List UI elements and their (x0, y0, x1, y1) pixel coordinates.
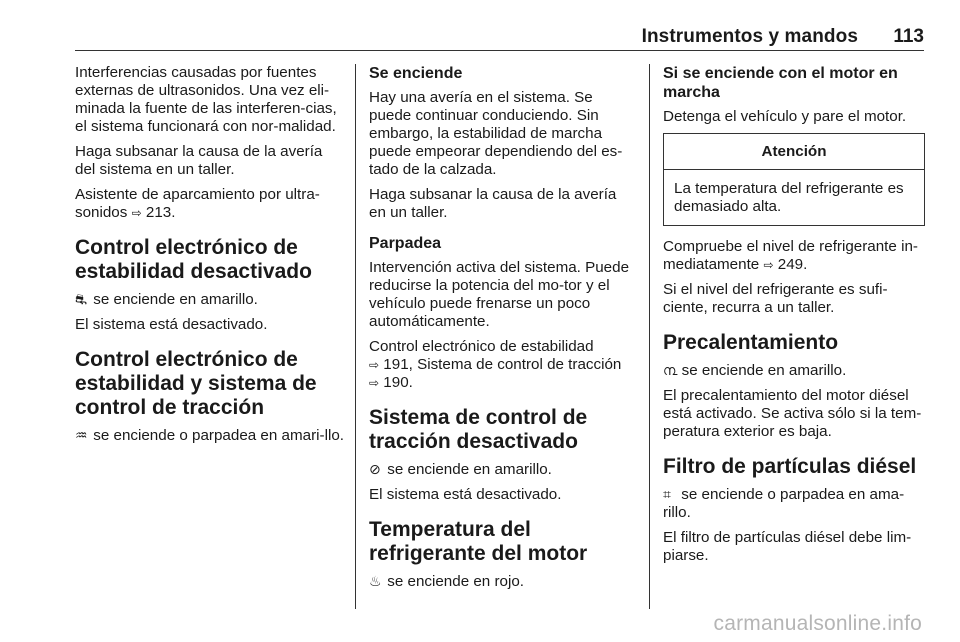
esc-off-warning-icon: ⛐ (75, 291, 88, 307)
glow-plug-icon: ൩ (663, 362, 678, 378)
page-title: Instrumentos y mandos (641, 26, 858, 47)
section-heading-esc-off: Control electrónico de estabilidad desactivado (75, 236, 312, 283)
indicator-text: se enciende en amarillo. (93, 291, 258, 308)
page-reference[interactable]: 249. (777, 256, 808, 273)
coolant-temperature-icon: ♨ (369, 573, 382, 589)
indicator-text: se enciende en amarillo. (681, 362, 847, 379)
section-heading-dpf: Filtro de partículas diésel (663, 455, 917, 478)
page-number: 113 (893, 26, 924, 47)
subheading-parpadea: Parpadea (369, 235, 442, 252)
diesel-particulate-filter-icon: ⌗ (663, 486, 671, 502)
indicator-line (369, 460, 635, 479)
paragraph: Si el nivel del refrigerante es sufi-ciente, recurra a un taller. (663, 281, 888, 316)
arrow-ref-icon: ⇨ (131, 206, 142, 220)
column-divider (649, 64, 650, 609)
paragraph-text: Compruebe el nivel de refrigerante in-mediatamente (663, 238, 918, 273)
caution-box (663, 133, 925, 226)
paragraph: Detenga el vehículo y pare el motor. (663, 108, 907, 125)
page-header (75, 26, 924, 51)
paragraph: Hay una avería en el sistema. Se puede continuar conduciendo. Sin embargo, la estabilidad de marcha puede empeorar dependiendo del es-tado de la calzada. (369, 89, 623, 178)
paragraph-text: Control electrónico de estabilidad (369, 338, 594, 355)
paragraph: Interferencias causadas por fuentes externas de ultrasonidos. Una vez eli-minada la fuente de las interferen-cias, el sistema funcionará con nor-malidad. (75, 64, 337, 135)
arrow-ref-icon: ⇨ (369, 376, 380, 390)
caution-body: La temperatura del refrigerante es demasiado alta. (674, 180, 904, 215)
section-heading-tcs-off: Sistema de control de tracción desactivado (369, 406, 588, 453)
paragraph-text: Asistente de aparcamiento por ultra-sonidos (75, 186, 320, 221)
paragraph: El filtro de partículas diésel debe lim-piarse. (663, 529, 912, 564)
arrow-ref-icon: ⇨ (369, 358, 380, 372)
caution-title: Atención (664, 134, 924, 170)
paragraph-with-ref (369, 338, 635, 392)
column-divider (355, 64, 356, 609)
paragraph-with-ref (663, 238, 925, 274)
indicator-line (75, 426, 345, 445)
column-right (663, 64, 925, 572)
esc-tcs-warning-icon: ♒ (75, 427, 88, 443)
indicator-line (663, 361, 925, 380)
paragraph: El precalentamiento del motor diésel está activado. Se activa sólo si la tem-peratura exterior es baja. (663, 387, 922, 440)
section-heading-preheat: Precalentamiento (663, 331, 839, 354)
paragraph: El sistema está desactivado. (75, 316, 268, 333)
tcs-off-warning-icon: ⊘ (369, 461, 381, 477)
subheading-engine-running: Si se enciende con el motor en marcha (663, 65, 898, 101)
indicator-line (663, 485, 925, 522)
page-reference[interactable]: 190. (383, 374, 413, 391)
section-heading-coolant: Temperatura del refrigerante del motor (369, 518, 588, 565)
indicator-line (369, 572, 635, 591)
indicator-text: se enciende o parpadea en ama-rillo. (663, 486, 905, 521)
paragraph: Intervención activa del sistema. Puede reducirse la potencia del mo-tor y el vehículo puede frenarse un poco automáticamente. (369, 259, 630, 330)
indicator-text: se enciende en rojo. (387, 573, 525, 590)
watermark: carmanualsonline.info (713, 612, 922, 635)
indicator-line (75, 290, 345, 309)
paragraph: Haga subsanar la causa de la avería del sistema en un taller. (75, 143, 323, 178)
paragraph-with-ref (75, 186, 345, 222)
section-heading-esc-tcs: Control electrónico de estabilidad y sistema de control de tracción (75, 348, 317, 419)
paragraph: El sistema está desactivado. (369, 486, 562, 503)
indicator-text: se enciende en amarillo. (387, 461, 552, 478)
column-middle (369, 64, 635, 598)
subheading-se-enciende: Se enciende (369, 65, 463, 82)
paragraph: Haga subsanar la causa de la avería en un taller. (369, 186, 617, 221)
column-left (75, 64, 345, 452)
arrow-ref-icon: ⇨ (763, 258, 774, 272)
indicator-text: se enciende o parpadea en amari-llo. (93, 427, 344, 444)
page-reference[interactable]: 191, Sistema de control de tracción (383, 356, 622, 373)
page-reference[interactable]: 213. (145, 204, 176, 221)
